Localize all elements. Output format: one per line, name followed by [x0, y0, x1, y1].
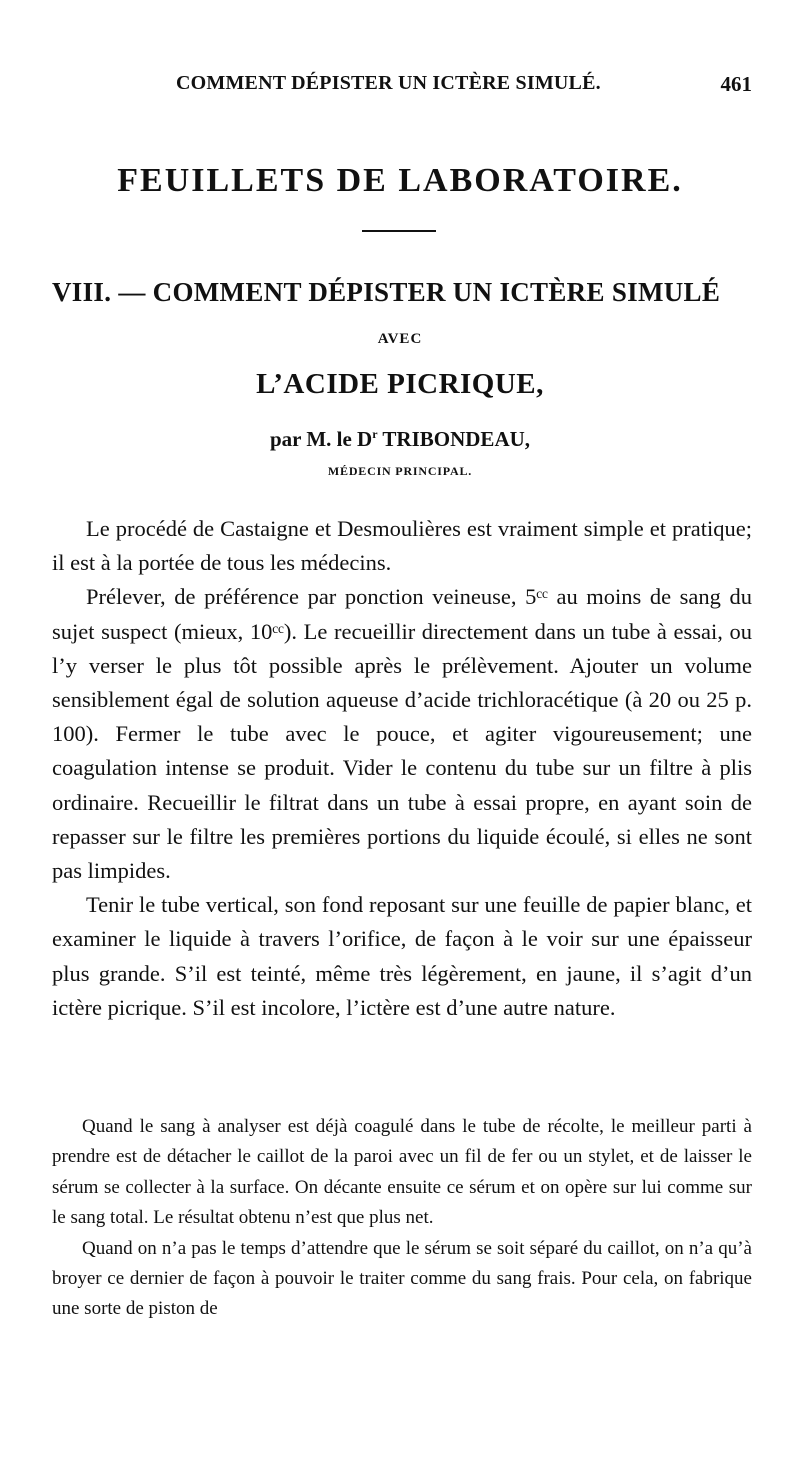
paragraph: Prélever, de préférence par ponction veineuse, 5ᶜᶜ au moins de sang du sujet suspect (mieux, 10ᶜᶜ). Le recueillir directement dans un tube à essai, ou l’y verser le plus tôt possible après le prélèvement. Ajouter un volume sensiblement égal de solution aqueuse d’acide trichloracétique (à 20 ou 25 p. 100). Fermer le tube avec le pouce, et agiter vigoureusement; une coagulation intense se produit. Vider le contenu du tube sur un filtre à plis ordinaire. Recueillir le filtrat dans un tube à essai propre, en ayant soin de repasser sur le filtre les premières portions du liquide écoulé, si elles ne sont pas limpides. [52, 584, 752, 884]
note-text [52, 1112, 752, 1325]
section-title: FEUILLETS DE LABORATOIRE. [117, 162, 683, 199]
body-text [52, 512, 752, 1025]
paragraph: Le procédé de Castaigne et Desmoulières est vraiment simple et pratique; il est à la portée de tous les médecins. [52, 516, 752, 576]
note-paragraph: Quand le sang à analyser est déjà coagulé dans le tube de récolte, le meilleur parti à prendre est de détacher le caillot de la paroi avec un fil de fer ou un stylet, et de laisser le sérum se collecter à la surface. On décante ensuite ce sérum et on opère sur lui comme sur le sang total. Le résultat obtenu n’est que plus net. [52, 1116, 752, 1229]
note-paragraph: Quand on n’a pas le temps d’attendre que le sérum se soit séparé du caillot, on n’a qu’à broyer ce dernier de façon à pouvoir le traiter comme du sang frais. Pour cela, on fabrique une sorte de piston de [52, 1237, 752, 1320]
title-divider [362, 230, 436, 232]
article-title: VIII. — COMMENT DÉPISTER UN ICTÈRE SIMULÉ [52, 277, 721, 307]
page-number: 461 [720, 72, 752, 96]
author-prefix: par M. le D [269, 427, 373, 451]
running-title: COMMENT DÉPISTER UN ICTÈRE SIMULÉ. [176, 72, 601, 94]
author-role: MÉDECIN PRINCIPAL. [327, 464, 473, 478]
author-name: TRIBONDEAU, [377, 427, 531, 451]
running-header [52, 72, 752, 102]
article-subtitle: L’ACIDE PICRIQUE, [256, 368, 544, 400]
paragraph: Tenir le tube vertical, son fond reposant sur une feuille de papier blanc, et examiner le liquide à travers l’orifice, de façon à le voir sur une épaisseur plus grande. S’il est teinté, même très légèrement, en jaune, il s’agit d’un ictère picrique. S’il est incolore, l’ictère est d’une autre nature. [52, 892, 752, 1020]
author-line [0, 427, 800, 452]
author-sup: r [372, 427, 378, 441]
title-connector: AVEC [377, 331, 423, 347]
